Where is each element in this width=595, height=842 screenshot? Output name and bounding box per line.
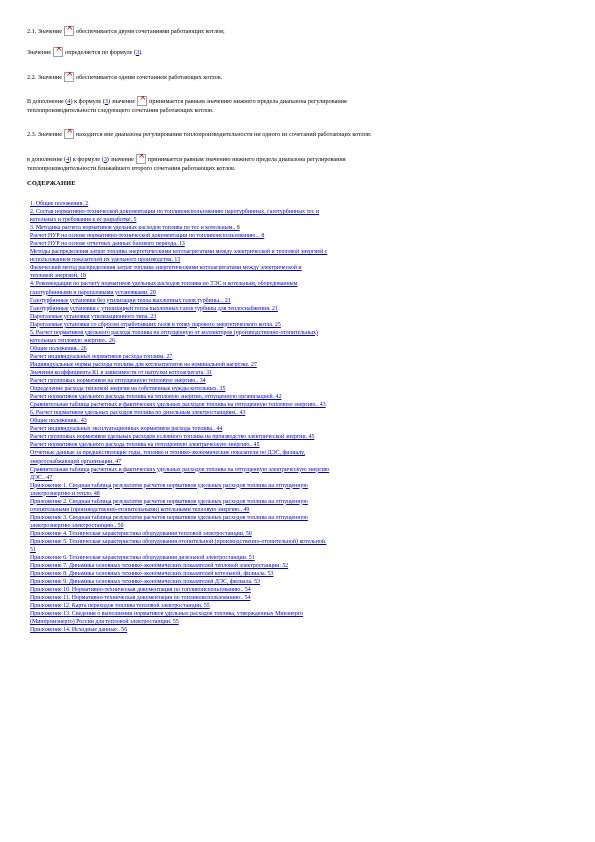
para-2-2-prefix: 2.2. Значение bbox=[27, 74, 62, 81]
toc-link[interactable]: 1. Общие положения. 2 bbox=[30, 201, 89, 207]
toc-link[interactable]: 4. Рекомендации по расчету нормативов удельных расходов топлива по ТЭС и котельным, оборудованным bbox=[30, 281, 298, 288]
toc-link[interactable]: Расчет индивидуальных эксплуатационных нормативов расхода топлива.. 44 bbox=[30, 426, 223, 433]
paragraph-2-2 bbox=[27, 72, 572, 82]
para-value-text: определяется по формуле ( bbox=[65, 49, 137, 56]
supp1-text-d: принимается равным значению нижнего предела диапазона регулирования bbox=[149, 98, 347, 105]
toc-link[interactable]: Приложение 10. Нормативно-техническая документация по топливоиспользованию.. 54 bbox=[30, 587, 251, 594]
toc-link[interactable]: 5. Расчет нормативов удельного расхода топлива на отпущенную от коллекторов (производственно-отопительных) bbox=[30, 329, 318, 336]
supp2-text-c: ) значение bbox=[106, 156, 134, 163]
toc-link[interactable]: Приложение 12. Карта переходов топлива тепловой электростанции. 55 bbox=[30, 603, 210, 610]
broken-image-icon bbox=[64, 129, 74, 139]
toc-link[interactable]: 6. Расчет нормативов удельных расходов топлива по дизельным электростанциям.. 43 bbox=[30, 410, 246, 417]
toc-link[interactable]: Методы распределения затрат топлива энергетическими котлоагрегатами между электрической и тепловой энергией с bbox=[30, 249, 328, 256]
toc-link[interactable]: ДЭС.. 47 bbox=[30, 474, 53, 481]
toc-link[interactable]: Физический метод распределения затрат топлива энергетическими котлоагрегатами между электрической и bbox=[30, 265, 302, 272]
toc-link[interactable]: электроэнергию и тепло. 48 bbox=[30, 490, 100, 497]
broken-image-icon bbox=[136, 154, 146, 164]
toc-link[interactable]: Сравнительная таблица расчетных и фактических удельных расходов топлива на отпущенную электрическую энергию bbox=[30, 466, 330, 473]
toc-link[interactable]: Приложение 1. Сводная таблица результатов расчетов нормативов удельных расходов топлива на отпущенную bbox=[30, 482, 308, 489]
para-value-label: Значение bbox=[27, 49, 52, 56]
toc-link[interactable]: Отчетные данные за предшествующие годы, топливо и технико-экономические показатели по ДЭС, филиалу, bbox=[30, 450, 305, 457]
toc-link[interactable]: Парогазовые установки утилизационного типа. 23 bbox=[30, 313, 157, 320]
toc-link[interactable]: Приложение 5. Техническая характеристика оборудования отопительной (производственно-отопительной) котельной. bbox=[30, 538, 327, 545]
toc-link[interactable]: Приложение 7. Динамика основных технико-экономических показателей тепловой электростанции. 52 bbox=[30, 563, 289, 570]
toc-link[interactable]: (Минпромэнерго) России для тепловой электростанции. 55 bbox=[30, 619, 179, 626]
toc-link[interactable]: Приложение 13. Сведения о выполнении нормативов удельных расходов топлива, утвержденных Минэнерго bbox=[30, 611, 304, 618]
broken-image-icon bbox=[64, 72, 74, 82]
toc-link[interactable]: котельных и требования к ее разработке. 5 bbox=[30, 217, 137, 224]
toc-link[interactable]: Газотурбинные установки без утилизации тепла выхлопных газов турбины... 21 bbox=[30, 297, 231, 304]
toc-link[interactable]: Индивидуальные нормы расхода топлива для котлоагрегатов на номинальной нагрузке. 27 bbox=[30, 361, 257, 368]
toc-link[interactable]: Расчет НУР на основе нормативно-технической документации по топливоиспользованию... 8 bbox=[30, 233, 265, 240]
toc-link[interactable]: 3. Методика расчета нормативов удельных расходов топлива по тес и котельным.. 8 bbox=[30, 225, 240, 232]
para-2-1-suffix: обеспечивается двумя сочетаниями работающих котлов; bbox=[75, 28, 225, 35]
para-value-end: ). bbox=[139, 49, 143, 56]
toc-link[interactable]: Расчет индивидуальных нормативов расхода топлива. 27 bbox=[30, 353, 173, 360]
toc-link[interactable]: Определение расхода тепловой энергии на собственные нужды котельных. 35 bbox=[30, 386, 226, 393]
toc-link[interactable]: тепловой энергией. 18 bbox=[30, 273, 86, 280]
broken-image-icon bbox=[53, 47, 63, 57]
toc-link[interactable]: Парогазовые установки со сбросом отработавших газов в топку парового энергетического котла. 25 bbox=[30, 321, 281, 328]
para-2-1-prefix: 2.1. Значение bbox=[27, 28, 62, 35]
toc-link[interactable]: Приложение 4. Техническая характеристика оборудования тепловой электростанции. 50 bbox=[30, 530, 252, 537]
formula-link-4[interactable]: 4 bbox=[67, 98, 71, 105]
supp2-text-a: в дополнение ( bbox=[27, 156, 67, 163]
toc-link[interactable]: Приложение 9. Динамика основных технико-экономических показателей ДЭС, филиала. 53 bbox=[30, 579, 260, 586]
table-of-contents bbox=[30, 200, 570, 635]
toc-link[interactable]: Расчет групповых нормативов на отпущенную тепловую энергию.. 34 bbox=[30, 378, 206, 385]
toc-link[interactable]: газотурбинными и парогазовыми установками. 20 bbox=[30, 289, 156, 296]
para-2-2-suffix: обеспечивается одним сочетанием работающих котлов. bbox=[75, 74, 223, 81]
supp1-line-2: теплопроизводительности следующего сочетания работающих котлов. bbox=[27, 107, 214, 114]
paragraph-value-formula bbox=[27, 47, 572, 57]
toc-link[interactable]: 2. Состав нормативно-технической документации по топливоиспользованию паротурбинных, газотурбинных тес и bbox=[30, 209, 320, 216]
toc-link[interactable]: Приложение 2. Сводная таблица результатов расчетов нормативов удельных расходов топлива на отпущенную bbox=[30, 498, 308, 505]
para-2-3-suffix: находится вне диапазона регулирования теплопроизводительности ни одного из сочетаний работающих котлов: bbox=[75, 131, 372, 138]
supp2-text-d: принимается равным значению нижнего предела диапазона регулирования bbox=[147, 156, 346, 163]
toc-link[interactable]: Приложение 11. Нормативно-техническая документация по топливоиспользованию.. 54 bbox=[30, 595, 251, 602]
toc-link[interactable]: Расчет групповых нормативов удельных расходов условного топлива на производство электрической энергии. 45 bbox=[30, 434, 315, 441]
toc-link[interactable]: Газотурбинные установки с утилизацией тепла выхлопных газов турбины для теплоснабжения. 21 bbox=[30, 305, 278, 312]
toc-link[interactable]: Значения коэффициента К1 в зависимости от нагрузки котлоагрегата. 31 bbox=[30, 369, 213, 376]
toc-link[interactable]: использованием показателей их удельного производства. 13 bbox=[30, 257, 181, 264]
toc-link[interactable]: Сравнительная таблица расчетных и фактических удельных расходов топлива на отпущенную тепловую энергию.. 43 bbox=[30, 402, 326, 409]
toc-link[interactable]: Расчет нормативов удельного расхода топлива на отпущенную электрическую энергию.. 45 bbox=[30, 442, 260, 449]
toc-link[interactable]: Общие положения.. 43 bbox=[30, 418, 87, 425]
formula-link-4[interactable]: 4 bbox=[66, 156, 70, 163]
supp1-text-a: В дополнение ( bbox=[27, 98, 68, 105]
toc-link[interactable]: Общие положения.. 26 bbox=[30, 345, 87, 352]
toc-heading: СОДЕРЖАНИЕ bbox=[27, 180, 76, 187]
toc-link[interactable]: Приложение 8. Динамика основных технико-экономических показателей котельной, филиала. 53 bbox=[30, 571, 274, 578]
supp2-line-2: теплопроизводительности ближайшего второго сочетания работающих котлов. bbox=[27, 165, 236, 172]
formula-link-3[interactable]: 3 bbox=[104, 98, 109, 105]
toc-link[interactable]: Расчет НУР на основе отчетных данных базового периода. 13 bbox=[30, 241, 185, 248]
paragraph-2-3 bbox=[27, 129, 572, 139]
toc-link[interactable]: Приложение 3. Сводная таблица результатов расчетов нормативов удельных расходов топлива на отпущенную bbox=[30, 514, 308, 521]
toc-link[interactable]: Приложение 6. Техническая характеристика оборудования дизельной электростанции. 51 bbox=[30, 555, 255, 562]
supp1-text-c: ) значение bbox=[108, 98, 136, 105]
toc-link[interactable]: 51 bbox=[30, 547, 36, 554]
broken-image-icon bbox=[137, 96, 147, 106]
formula-link-3[interactable]: 3 bbox=[103, 156, 107, 163]
paragraph-supplement-2 bbox=[27, 154, 572, 173]
paragraph-2-1 bbox=[27, 26, 572, 36]
supp1-text-b: ) к формуле ( bbox=[70, 98, 105, 105]
toc-link[interactable]: Расчет нормативов удельного расхода топлива на тепловую энергию, отпущенную организацией. 42 bbox=[30, 394, 282, 401]
para-2-3-prefix: 2.3. Значение bbox=[27, 131, 62, 138]
paragraph-supplement-1 bbox=[27, 96, 572, 115]
toc-link[interactable]: отопительными (производственно-отопительными) котельными тепловую энергию.. 49 bbox=[30, 506, 250, 513]
toc-link[interactable]: электроэнергию электростанцию.. 50 bbox=[30, 522, 124, 529]
broken-image-icon bbox=[64, 26, 74, 36]
toc-link[interactable]: энергоснабжающей организации. 47 bbox=[30, 458, 122, 465]
toc-link[interactable]: Приложение 14. Исходные данные.. 56 bbox=[30, 627, 128, 634]
formula-link-3[interactable]: 3 bbox=[136, 49, 140, 56]
supp2-text-b: ) к формуле ( bbox=[69, 156, 104, 163]
toc-link[interactable]: котельных тепловую энергию.. 26 bbox=[30, 337, 115, 344]
